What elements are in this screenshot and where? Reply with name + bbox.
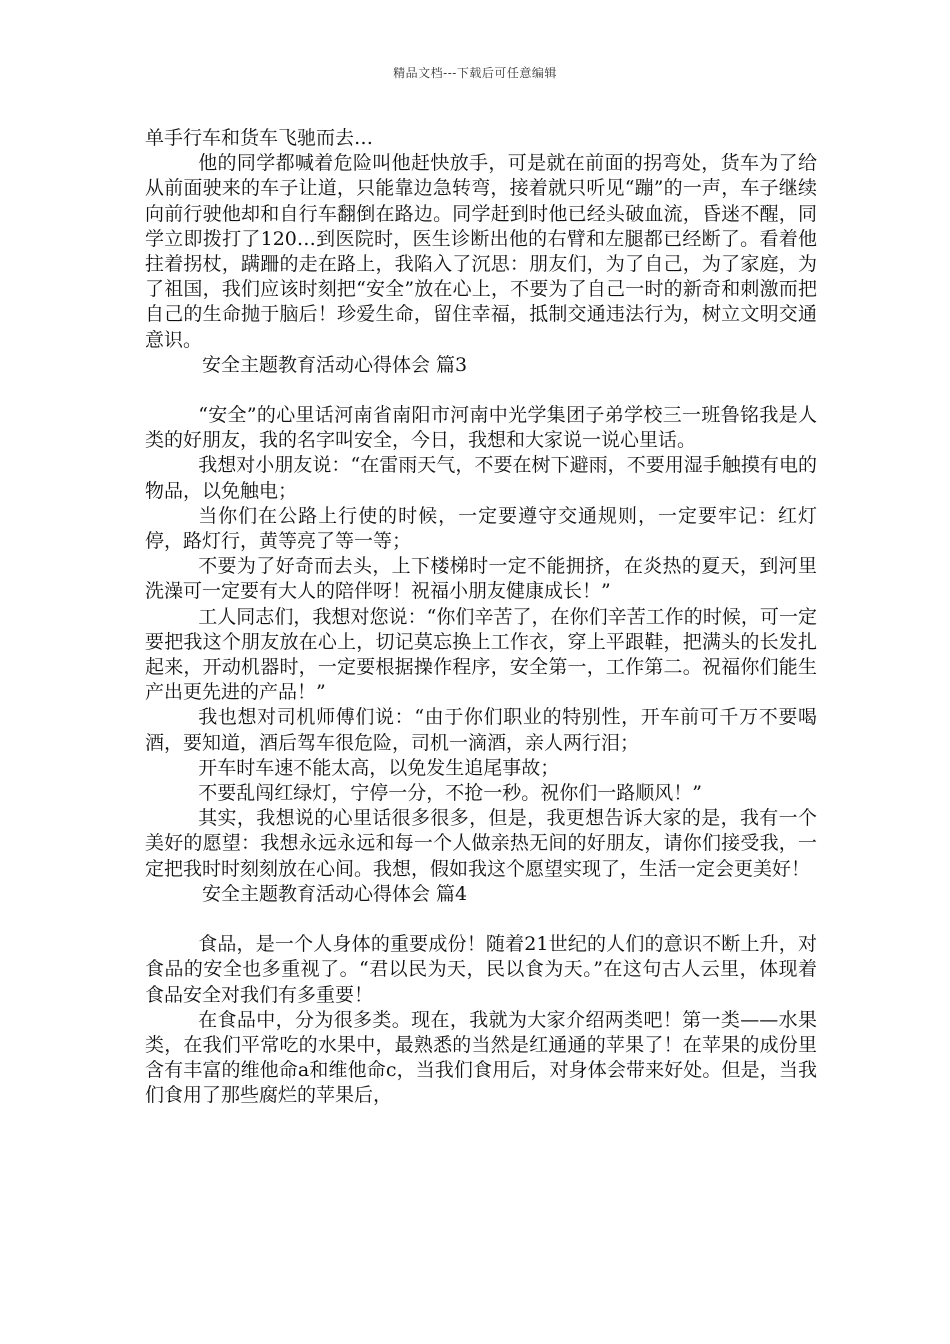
body-paragraph: 我想对小朋友说：“在雷雨天气，不要在树下避雨，不要用湿手触摸有电的物品，以免触电； <box>145 454 817 502</box>
body-paragraph: 单手行车和货车飞驰而去… <box>145 127 374 149</box>
body-paragraph: 我也想对司机师傅们说：“由于你们职业的特别性，开车前可千万不要喝酒，要知道，酒后驾车很危险，司机一滴酒，亲人两行泪； <box>145 706 817 754</box>
body-paragraph: 其实，我想说的心里话很多很多，但是，我更想告诉大家的是，我有一个美好的愿望：我想永远永远和每一个人做亲热无间的好朋友，请你们接受我，一定把我时时刻刻放在心间。我想，假如我这个愿望实现了，生活一定会更美好！ <box>145 807 817 880</box>
body-paragraph: 不要乱闯红绿灯，宁停一分，不抢一秒。祝你们一路顺风！” <box>198 782 702 805</box>
section-spacer <box>145 378 817 403</box>
body-paragraph: 食品，是一个人身体的重要成份！随着21世纪的人们的意识不断上升，对食品的安全也多重视了。“君以民为天，民以食为天。”在这句古人云里，体现着食品安全对我们有多重要！ <box>145 933 817 1006</box>
body-paragraph: 当你们在公路上行使的时候，一定要遵守交通规则，一定要牢记：红灯停，路灯行，黄等亮了等一等； <box>145 504 817 553</box>
page-header: 精品文档---下载后可任意编辑 <box>393 66 557 80</box>
body-paragraph: 不要为了好奇而去头，上下楼梯时一定不能拥挤，在炎热的夏天，到河里洗澡可一定要有大人的陪伴呀！祝福小朋友健康成长！” <box>145 555 817 603</box>
section-heading: 安全主题教育活动心得体会 篇4 <box>202 882 468 905</box>
body-paragraph: 在食品中，分为很多类。现在，我就为大家介绍两类吧！第一类——水果类，在我们平常吃的水果中，最熟悉的当然是红通通的苹果了！在苹果的成份里含有丰富的维他命a和维他命c，当我们食用后，对身体会带来好处。但是，当我们食用了那些腐烂的苹果后， <box>145 1008 817 1107</box>
body-paragraph: 开车时车速不能太高，以免发生追尾事故； <box>198 756 560 779</box>
body-paragraph: 工人同志们，我想对您说：“你们辛苦了，在你们辛苦工作的时候，可一定要把我这个朋友放在心上，切记莫忘换上工作衣，穿上平跟鞋，把满头的长发扎起来，开动机器时，一定要根据操作程序，安全第一，工作第二。祝福你们能生产出更先进的产品！” <box>145 605 817 704</box>
body-paragraph: “安全”的心里话河南省南阳市河南中光学集团子弟学校三一班鲁铭我是人类的好朋友，我的名字叫安全，今日，我想和大家说一说心里话。 <box>145 404 817 452</box>
section-heading: 安全主题教育活动心得体会 篇3 <box>202 353 468 376</box>
document-body <box>145 126 817 1109</box>
section-spacer <box>145 907 817 932</box>
body-paragraph: 他的同学都喊着危险叫他赶快放手，可是就在前面的拐弯处，货车为了给从前面驶来的车子让道，只能靠边急转弯，接着就只听见“蹦”的一声，车子继续向前行驶他却和自行车翻倒在路边。同学赶到时他已经头破血流，昏迷不醒，同学立即拨打了120…到医院时，医生诊断出他的右臂和左腿都已经断了。看着他拄着拐杖，蹒跚的走在路上，我陷入了沉思：朋友们，为了自己，为了家庭，为了祖国，我们应该时刻把“安全”放在心上，不要为了自己一时的新奇和刺激而把自己的生命抛于脑后！珍爱生命，留住幸福，抵制交通违法行为，树立文明交通意识。 <box>145 152 817 351</box>
